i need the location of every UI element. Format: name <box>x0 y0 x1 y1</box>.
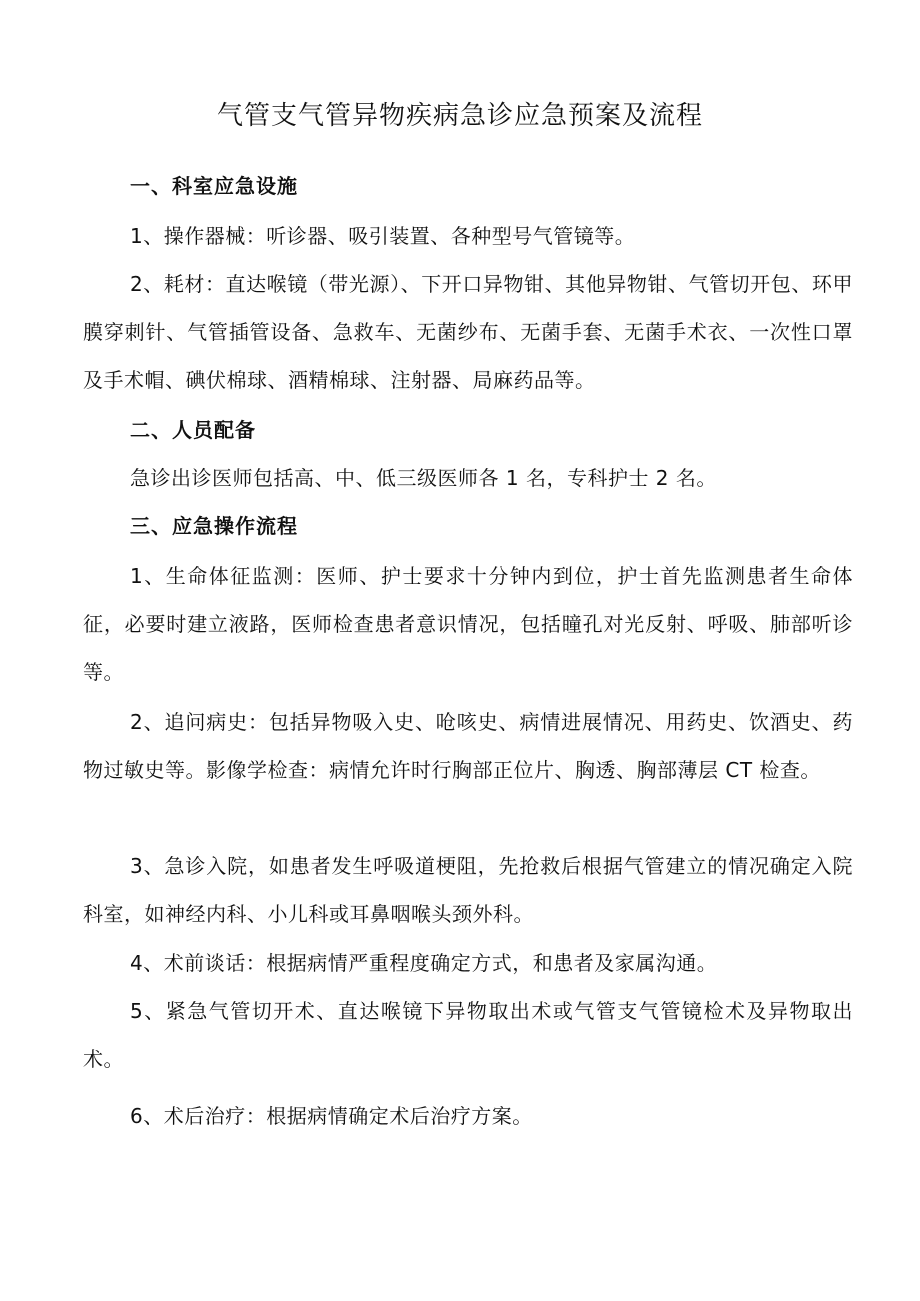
section-heading-facilities: 一、科室应急设施 <box>130 174 298 198</box>
paragraph-preop-talk: 4、术前谈话：根据病情严重程度确定方式，和患者及家属沟通。 <box>130 951 718 975</box>
paragraph-surgery: 5、紧急气管切开术、直达喉镜下异物取出术或气管支气管镜检术及异物取出术。 <box>83 999 853 1071</box>
paragraph-postop: 6、术后治疗：根据病情确定术后治疗方案。 <box>130 1104 533 1128</box>
paragraph-history: 2、追问病史：包括异物吸入史、呛咳史、病情进展情况、用药史、饮酒史、药物过敏史等。影像学检查：病情允许时行胸部正位片、胸透、胸部薄层 CT 检查。 <box>83 710 853 782</box>
paragraph-admission: 3、急诊入院，如患者发生呼吸道梗阻，先抢救后根据气管建立的情况确定入院科室，如神经内科、小儿科或耳鼻咽喉头颈外科。 <box>83 854 853 926</box>
section-heading-procedure: 三、应急操作流程 <box>130 514 298 538</box>
paragraph-staffing: 急诊出诊医师包括高、中、低三级医师各 1 名，专科护士 2 名。 <box>130 466 717 490</box>
paragraph-vital-signs: 1、生命体征监测：医师、护士要求十分钟内到位，护士首先监测患者生命体征，必要时建立液路，医师检查患者意识情况，包括瞳孔对光反射、呼吸、肺部听诊等。 <box>83 564 853 684</box>
document-title: 气管支气管异物疾病急诊应急预案及流程 <box>216 101 703 131</box>
section-heading-staffing: 二、人员配备 <box>130 418 256 442</box>
paragraph-instruments: 1、操作器械：听诊器、吸引装置、各种型号气管镜等。 <box>130 224 636 248</box>
paragraph-consumables: 2、耗材：直达喉镜（带光源）、下开口异物钳、其他异物钳、气管切开包、环甲膜穿刺针、气管插管设备、急救车、无菌纱布、无菌手套、无菌手术衣、一次性口罩及手术帽、碘伏棉球、酒精棉球、注射器、局麻药品等。 <box>83 272 853 392</box>
